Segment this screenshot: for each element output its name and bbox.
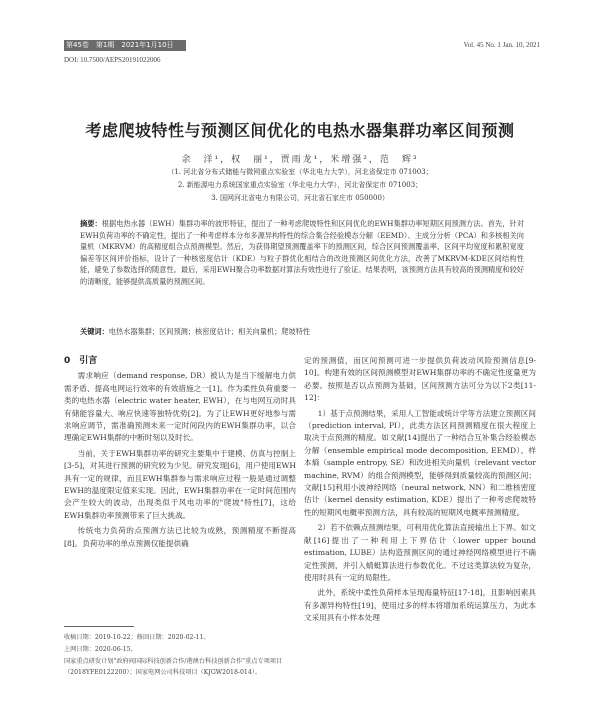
footnote-received-date: 收稿日期：2019-10-22；修回日期：2020-02-11。: [64, 634, 210, 641]
paragraph: 此外，系统中柔性负荷样本呈现海量特征[17-18]，且影响因素具有多源异构特性[19]，使用过多的样本将增加系统运算压力，为此本文采用具有小样本处理: [304, 588, 536, 623]
affiliation-3: 3. 国网河北省电力有限公司，河北省石家庄市 050000）: [211, 194, 389, 202]
doi-line: DOI: 10.7500/AEPS20191022006: [64, 56, 161, 64]
paragraph: 当前，关于EWH集群功率的研究主要集中于建模、仿真与控制上[3-5]，对其进行预测的研究较为少见。研究发现[6]，用户使用EWH具有一定的规律，而且EWH集群参与需求响应过程一般是通过调整EWH的温度限定值来实现。因此，EWH集群功率在一定时间范围内会产生较大的波动，出现类似于风电功率的"爬坡"特性[7]，这给EWH集群功率预测带来了巨大挑战。: [64, 448, 296, 520]
paragraph: 需求响应（demand response, DR）被认为是当下缓解电力供需矛盾、提高电网运行效率的有效措施之一[1]。作为柔性负荷重要一类的电热水器（electric water heater, EWH），在与电网互动时具有储能容量大、响应快速等独特优势[2]。为了让EWH更好地参与需求响应调节，需准确预测未来一定时间段内的EWH集群功率，以合理确定EWH集群的中断时刻以及时长。: [64, 371, 296, 443]
footnotes: [64, 632, 296, 679]
affiliation-2: 2. 新能源电力系统国家重点实验室（华北电力大学），河北省保定市 071003；: [177, 181, 423, 189]
keywords-label: 关键词：: [80, 327, 109, 336]
paragraph: 定的预测值，而区间预测可进一步提供负荷波动风险预测信息[9-10]。构建有效的区间预测模型对EWH集群功率的不确定性度量更为必要。按照是否以点预测为基础，区间预测方法可分为以下2类[11-12]：: [304, 356, 536, 403]
journal-issue-band: 第45卷 第1期 2021年1月10日: [64, 40, 186, 51]
paragraph: 2）若不依赖点预测结果，可利用优化算法直接输出上下界。如文献[16]提出了一种利用上下界估计（lower upper bound estimation, LUBE）法构造预测区间的通过神经网络模型进行不确定性预测，并引入蜻蜓算法进行参数优化。不过这类算法较为复杂，使用时具有一定的局限性。: [304, 523, 536, 582]
footnote-funding: 国家重点研发计划"政府间国际科技创新合作/港澳台科技创新合作"重点专项项目（2018YFE0122200）；国家电网公司科技项目（KJGW2018-014）。: [64, 657, 283, 677]
paper-title: 考虑爬坡特性与预测区间优化的电热水器集群功率区间预测: [85, 121, 515, 140]
abstract: [80, 218, 524, 288]
paragraph: 传统电力负荷的点预测方法已比较为成熟，预测精度不断提高[8]。负荷功率的单点预测仅能提供确: [64, 526, 296, 548]
left-column: [64, 355, 296, 553]
abstract-text: 根据电热水器（EWH）集群功率的波形特征，提出了一种考虑爬坡特性和区间优化的EWH集群功率短期区间预测方法。首先，针对EWH负荷功率的不确定性，提出了一种考虑样本分布多源异构特性的综合集合经验模态分解（EEMD）、主成分分析（PCA）和多核相关向量机（MKRVM）的高精度组合点预测模型。然后，为获得期望预测覆盖率下的预测区间，综合区间预测覆盖率、区间平均宽度和累积宽度偏差等区间评价指标，设计了一种核密度估计（KDE）与粒子群优化相结合的改进预测区间优化方法，改善了MKRVM-KDE区间结构性能，避免了参数选择的随意性。最后，采用EWH聚合功率数据对算法有效性进行了验证。结果表明，该预测方法具有较高的预测精度和较好的清晰度，能够提供高质量的预测区间。: [80, 219, 524, 286]
keywords-text: 电热水器集群；区间预测；核密度估计；相关向量机；爬坡特性: [108, 327, 311, 336]
footnote-online-date: 上网日期：2020-06-15。: [64, 645, 137, 653]
journal-volume-english: Vol. 45 No. 1 Jan. 10, 2021: [463, 41, 540, 49]
affiliation-1: （1. 河北省分布式储能与微网重点实验室（华北电力大学），河北省保定市 071003；: [167, 168, 433, 176]
footnote-divider: [64, 626, 134, 627]
abstract-label: 摘要：: [80, 219, 102, 228]
right-column: [304, 355, 536, 628]
paragraph: 1）基于点预测结果，采用人工智能或统计学等方法建立预测区间（prediction interval, PI），此类方法区间预测精度在很大程度上取决于点预测的精度。如文献[14]提出了一种结合互补集合经验模态分解（ensemble empirical mode decomposition, EEMD）、样本熵（sample entropy, SE）和改进相关向量机（relevant vector machine, RVM）的组合预测模型，能够得到质量较高的预测区间；文献[15]利用小波神经网络（neural network, NN）和二维核密度估计（kernel density estimation, KDE）提出了一种考虑爬坡特性的短期风电概率预测方法，具有较高的短期风电概率预测精度。: [304, 408, 536, 517]
keywords: [80, 327, 524, 337]
section-heading-introduction: 0 引言: [64, 356, 98, 366]
author-list: 余 洋¹，权 丽¹，贾雨龙¹，米增强²，范 辉³: [181, 155, 419, 165]
